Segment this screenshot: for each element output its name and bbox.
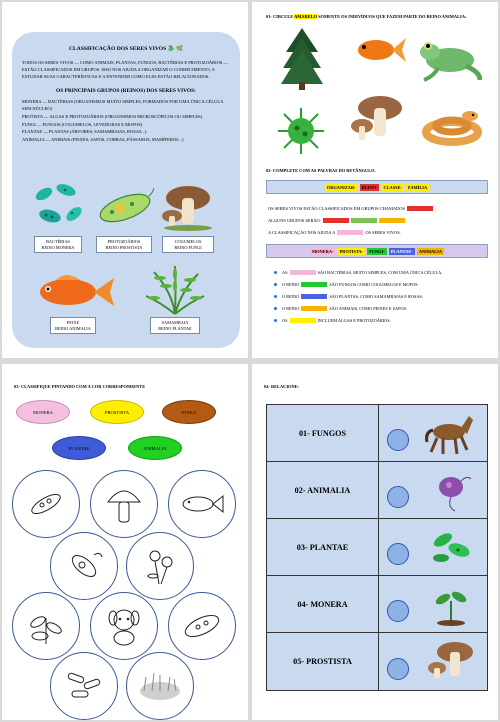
circle-mushroom[interactable] xyxy=(90,470,158,538)
fern-illustration xyxy=(142,262,208,316)
kingdom-label-animalia: 02- ANIMALIA xyxy=(267,462,379,518)
kingdom-label-monera: 04- MONERA xyxy=(267,576,379,632)
bullet-2-blank[interactable] xyxy=(301,282,327,287)
page-classification-intro xyxy=(2,2,248,358)
bullet-2 xyxy=(274,282,419,287)
sentence-1 xyxy=(268,206,433,211)
kingdom-item-animalia: ANIMALIA — ANIMAIS (PEIXES, SAPOS, COBRAS, PÁSSAROS, MAMÍFEROS...) xyxy=(22,137,184,142)
puppy-outline-icon xyxy=(105,606,143,646)
circle-puppy[interactable] xyxy=(90,592,158,660)
question-2: 02- COMPLETE COM AS PALVRAS DO RETÂNGULO. xyxy=(266,168,376,173)
circle-leafy-plant[interactable] xyxy=(12,592,80,660)
mushroom-image[interactable] xyxy=(348,94,408,148)
sprout-icon xyxy=(425,581,477,627)
label-bacterias: BACTÉRIAS REINO MONERA xyxy=(34,236,82,253)
bullet-3 xyxy=(274,294,423,299)
oval-animalia[interactable]: ANIMALIA xyxy=(128,436,182,460)
sentence-2-text: ALGUNS GRUPOS SERÃO: xyxy=(268,218,321,223)
question-4: 04- RELACIONE: xyxy=(264,384,300,389)
bullet-5-blank[interactable] xyxy=(290,318,316,323)
oval-monera[interactable]: MONERA xyxy=(16,400,70,424)
oval-fungi[interactable]: FUNGI xyxy=(162,400,216,424)
word-protista: PROTISTA- xyxy=(339,248,364,254)
paramecium-outline-icon xyxy=(180,611,224,641)
label-cogumelos: COGUMELOS REINO FUNGI xyxy=(162,236,214,253)
word-fungi: FUNGI- xyxy=(369,248,385,254)
circle-bacterium[interactable] xyxy=(12,470,80,538)
protozoan-icon xyxy=(425,467,477,513)
word-box-1 xyxy=(266,180,488,194)
fish-illustration xyxy=(32,270,116,314)
virus-image[interactable] xyxy=(276,106,326,156)
page-activity-4 xyxy=(252,364,498,720)
table-row xyxy=(267,405,487,462)
oval-plantae[interactable]: PLANTAE xyxy=(52,436,106,460)
bullet-3-post: SÃO PLANTAS, COMO SAMAMBAIAS E ROSAS. xyxy=(329,294,423,299)
answer-bubble-3[interactable] xyxy=(387,543,409,565)
match-cell xyxy=(379,576,487,632)
match-cell xyxy=(379,519,487,575)
q1-highlight: AMARELO xyxy=(294,14,317,19)
sentence-3-text-a: A CLASSIFICAÇÃO NOS AJUDA A xyxy=(268,230,336,235)
sentence-2 xyxy=(268,218,405,223)
bacilli-outline-icon xyxy=(64,671,104,701)
question-1 xyxy=(266,14,466,19)
match-table xyxy=(266,404,488,691)
word-familia: FAMÍLIA xyxy=(408,184,428,190)
circle-flower-plant[interactable] xyxy=(126,532,194,600)
circle-grass[interactable] xyxy=(126,652,194,720)
pine-tree-image[interactable] xyxy=(280,26,324,90)
label-samambaia: SAMAMBAIA REINO PLANTAE xyxy=(150,317,200,334)
bullet-3-pre: O REINO xyxy=(282,294,300,299)
bacteria-icon xyxy=(425,524,477,570)
label-protozoarios: PROTOZOÁRIOS REINO PROSTISTA xyxy=(96,236,152,253)
table-row xyxy=(267,576,487,633)
answer-bubble-4[interactable] xyxy=(387,600,409,622)
kingdom-label-prostista: 05- PROSTISTA xyxy=(267,633,379,690)
horse-icon xyxy=(425,410,477,456)
bullet-1 xyxy=(274,270,442,275)
match-cell xyxy=(379,405,487,461)
blank-red-2[interactable] xyxy=(323,218,349,223)
sentence-3 xyxy=(268,230,401,235)
word-reino: REINO- xyxy=(361,184,378,190)
word-organizar: ORGANIZAR- xyxy=(326,184,356,190)
bacterium-outline-icon xyxy=(26,489,66,519)
blank-pink[interactable] xyxy=(337,230,363,235)
blank-green[interactable] xyxy=(351,218,377,223)
bullet-4-pre: O REINO xyxy=(282,306,300,311)
table-row xyxy=(267,519,487,576)
mushroom-outline-icon xyxy=(106,484,142,524)
answer-bubble-5[interactable] xyxy=(387,658,409,680)
bullet-3-blank[interactable] xyxy=(301,294,327,299)
grass-icon xyxy=(138,671,182,701)
q1-suffix: SOMENTE OS INDIVÍDUOS QUE FAZEM PARTE DO REINO ANIMALIA: xyxy=(318,14,467,19)
kingdom-item-fungi: FUNGI — FUNGOS (COGUMELOS, LEVEDURAS E MOFOS) xyxy=(22,121,143,127)
table-row xyxy=(267,633,487,690)
bullet-1-post: SÃO BACTÉRIAS, MUITO SIMPLES, COM UMA ÚNICA CÉLULA. xyxy=(317,270,443,275)
kingdom-label-fungos: 01- FUNGOS xyxy=(267,405,379,461)
protozoan-outline-icon xyxy=(64,551,104,581)
page-activity-3 xyxy=(2,364,248,720)
match-cell xyxy=(379,462,487,518)
label-peixe: PEIXE REINO ANIMALIA xyxy=(50,317,96,334)
kingdom-item-plantae: PLANTAE — PLANTAS (ÁRVORES, SAMAMBAIAS, ROSAS...) xyxy=(22,129,147,135)
mushroom-icon xyxy=(425,638,477,684)
blank-orange[interactable] xyxy=(379,218,405,223)
bullet-2-pre: O REINO xyxy=(282,282,300,287)
answer-bubble-1[interactable] xyxy=(387,429,409,451)
bullet-5-pre: OS xyxy=(282,318,288,323)
word-plantae: PLANTAE- xyxy=(390,248,413,254)
circle-paramecium[interactable] xyxy=(168,592,236,660)
snake-image[interactable] xyxy=(422,106,484,146)
word-monera: MONERA- xyxy=(312,248,334,254)
bullet-4-blank[interactable] xyxy=(301,306,327,311)
bullet-4 xyxy=(274,306,407,311)
bullet-1-pre: AS xyxy=(282,270,288,275)
table-row xyxy=(267,462,487,519)
bullet-2-post: SÃO FUNGOS COMO COGUMELOS E MOFOS. xyxy=(329,282,419,287)
flower-outline-icon xyxy=(143,546,177,586)
word-animalia: ANIMALIA xyxy=(418,248,442,254)
oval-prostista[interactable]: PROSTISTA xyxy=(90,400,144,424)
answer-bubble-2[interactable] xyxy=(387,486,409,508)
match-cell xyxy=(379,633,487,690)
word-box-2 xyxy=(266,244,488,258)
bullet-5 xyxy=(274,318,391,323)
sentence-3-text-b: OS SERES VIVOS. xyxy=(365,230,401,235)
goldfish-image[interactable] xyxy=(352,32,408,68)
bullet-4-post: SÃO ANIMAIS, COMO PEIXES E SAPOS. xyxy=(329,306,408,311)
bullet-5-post: INCLUEM ALGAS E PROTOZOÁRIOS. xyxy=(317,318,391,323)
sentence-1-text: OS SERES VIVOS ESTÃO CLASSIFICADOS EM GRUPOS CHAMADOS xyxy=(268,206,405,211)
protozoa-illustration xyxy=(94,188,156,228)
circle-protozoan[interactable] xyxy=(50,532,118,600)
q1-prefix: 01- CIRCULE xyxy=(266,14,294,19)
page-activities-1-2 xyxy=(252,2,498,358)
kingdom-item-protista: PROTISTA — ALGAS E PROTOZOÁRIOS (ORGANISMOS MICROSCÓPICOS OU SIMPLES) xyxy=(22,113,203,119)
mushroom-illustration xyxy=(160,182,216,232)
bacteria-illustration xyxy=(30,178,88,234)
question-3: 03- CLASSIFIQUE PINTANDO COM A COR CORRESPONDENTE xyxy=(14,384,146,389)
circle-bacilli[interactable] xyxy=(50,652,118,720)
word-classe: CLASSE- xyxy=(383,184,402,190)
page-title: CLASSIFICAÇÃO DOS SERES VIVOS 🐉 🌿 xyxy=(69,46,183,52)
intro-text: TODOS OS SERES VIVOS — COMO ANIMAIS, PLANTAS, FUNGOS, BACTÉRIAS E PROTOZOÁRIOS — ESTÃO CLASSIFICADOS EM GRUPOS. ISSO NOS AJUDA A ORGANIZAR O CONHECIMENTO, A ESTUDAR SUAS CARACTERÍSTICAS E A ENTENDER COMO ELES ESTÃO RELACIONADOS. xyxy=(22,60,229,79)
bullet-1-blank[interactable] xyxy=(290,270,316,275)
kingdoms-subtitle: OS PRINCIPAIS GRUPOS (REINOS) DOS SERES VIVOS: xyxy=(56,88,196,95)
circle-fish[interactable] xyxy=(168,470,236,538)
frog-image[interactable] xyxy=(416,32,482,82)
plant-outline-icon xyxy=(26,606,66,646)
blank-red[interactable] xyxy=(407,206,433,211)
kingdom-label-plantae: 03- PLANTAE xyxy=(267,519,379,575)
kingdom-item-monera: MONERA — BACTÉRIAS (ORGANISMOS MUITO SIMPLES, FORMADOS POR UMA ÚNICA CÉLULA SEM NÚCLEO) xyxy=(22,99,224,111)
fish-outline-icon xyxy=(180,492,224,516)
